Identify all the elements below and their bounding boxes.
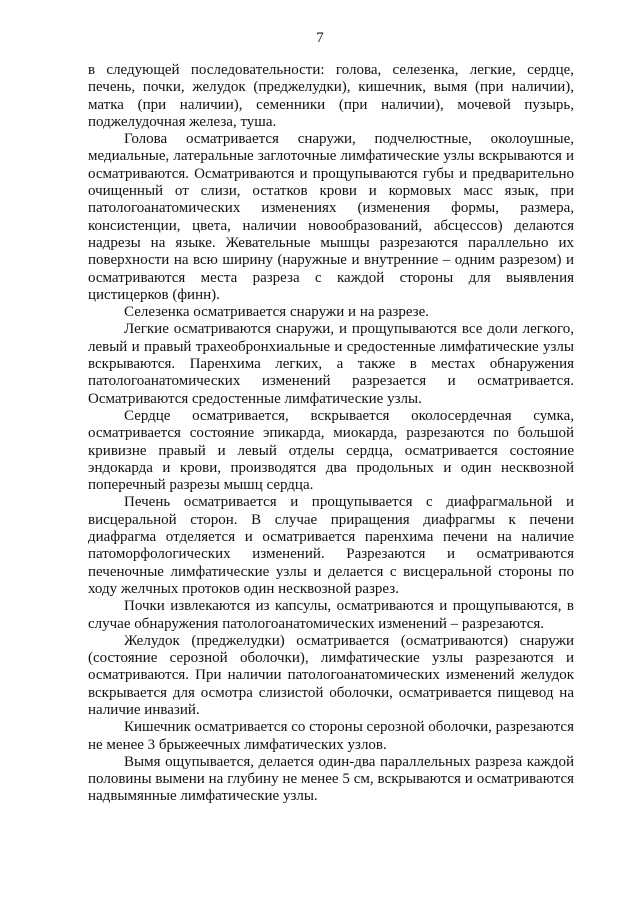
paragraph-udder: Вымя ощупывается, делается один-два параллельных разреза каждой половины вымени на глубину не менее 5 см, вскрываются и осматриваются надвымянные лимфатические узлы. xyxy=(88,753,574,805)
paragraph-stomach: Желудок (преджелудки) осматривается (осматриваются) снаружи (состояние серозной оболочки), лимфатические узлы разрезаются и осматриваются. При наличии патологоанатомических изменений желудок вскрывается для осмотра слизистой оболочки, осматривается пищевод на наличие инвазий. xyxy=(88,632,574,718)
paragraph-heart: Сердце осматривается, вскрывается околосердечная сумка, осматривается состояние эпикарда, миокарда, разрезаются по большой кривизне правый и левый отделы сердца, осматривается состояние эндокарда и крови, производятся два продольных и один несквозной поперечный разрезы мышц сердца. xyxy=(88,407,574,494)
paragraph-spleen: Селезенка осматривается снаружи и на разрезе. xyxy=(124,304,430,321)
page-number: 7 xyxy=(316,30,324,46)
document-body xyxy=(88,62,574,806)
paragraph-head: Голова осматривается снаружи, подчелюстные, околоушные, медиальные, латеральные заглоточные лимфатические узлы вскрываются и осматриваются. Осматриваются и прощупываются губы и предварительно очищенный от слизи, остатков крови и кормовых масс язык, при патологоанатомических изменениях (изменения формы, размера, консистенции, цвета, наличии новообразований, абсцессов) делаются надрезы на языке. Жевательные мышцы разрезаются параллельно их поверхности на всю ширину (наружные и внутренние – одним разрезом) и осматриваются места разреза с каждой стороны для выявления цистицерков (финн). xyxy=(88,131,574,303)
paragraph-sequence-continuation: в следующей последовательности: голова, селезенка, легкие, сердце, печень, почки, желудок (преджелудки), кишечник, вымя (при наличии), матка (при наличии), семенники (при наличии), мочевой пузырь, поджелудочная железа, туша. xyxy=(88,62,574,130)
paragraph-kidneys: Почки извлекаются из капсулы, осматриваются и прощупываются, в случае обнаружения патологоанатомических изменений – разрезаются. xyxy=(88,598,574,632)
paragraph-liver: Печень осматривается и прощупывается с диафрагмальной и висцеральной сторон. В случае приращения диафрагмы к печени диафрагма отделяется и осматривается паренхима печени на наличие патоморфологических изменений. Разрезаются и осматриваются печеночные лимфатические узлы и делается с висцеральной стороны по ходу желчных протоков один несквозной разрез. xyxy=(88,494,574,597)
paragraph-intestine: Кишечник осматривается со стороны серозной оболочки, разрезаются не менее 3 брыжеечных лимфатических узлов. xyxy=(88,719,574,753)
paragraph-lungs: Легкие осматриваются снаружи, и прощупываются все доли легкого, левый и правый трахеобронхиальные и средостенные лимфатические узлы вскрываются. Паренхима легких, а также в местах обнаружения патологоанатомических изменений разрезается и осматривается. Осматриваются средостенные лимфатические узлы. xyxy=(88,321,574,407)
